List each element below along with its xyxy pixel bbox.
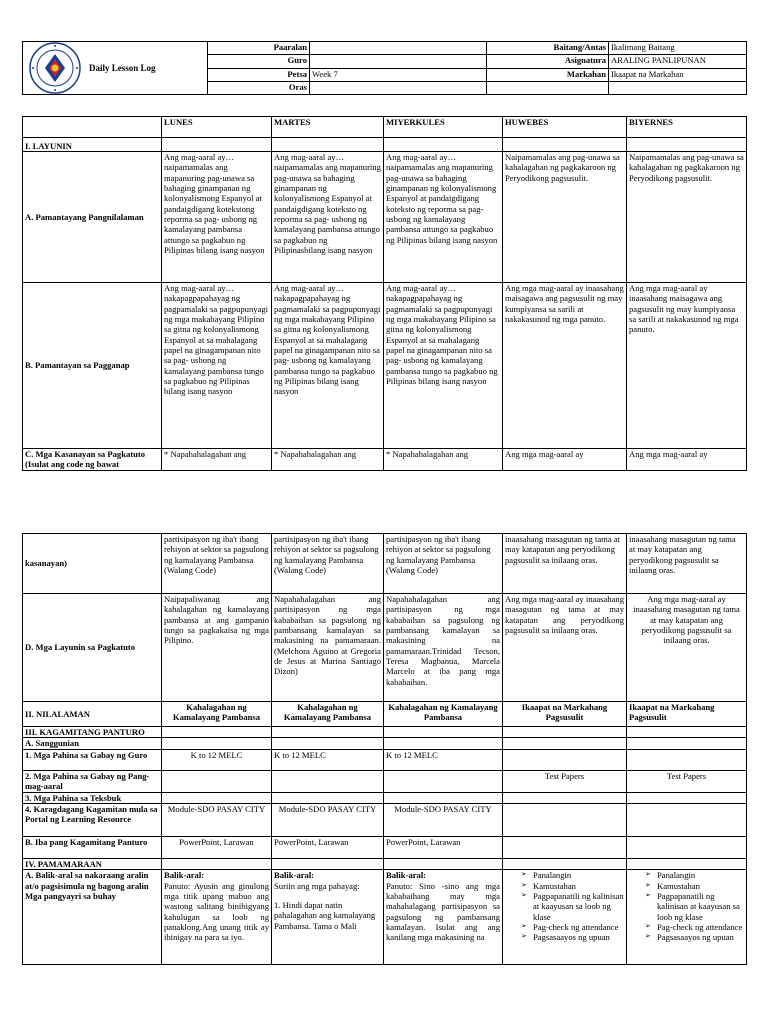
cell-c-huwebes: Ang mga mag-aaral ay bbox=[503, 449, 627, 471]
cell-d-martes: Napahahalagahan ang partisipasyon ng mga kababaihan sa pagsulong ng pambansang kamalayan sa makasining na pamamaraan. (Melchora Aguino at Gregoria de Jesus at Marina Santiago Dizon) bbox=[272, 594, 384, 702]
cell-b-biyernes: Ang mga mag-aaral ay inaasahang maisagawa ang pagsusulit ng may kumpiyansa sa sarili at nakakasunod ng mga panuto. bbox=[627, 283, 747, 449]
cell-balik-martes bbox=[272, 870, 384, 965]
list-item: ➢ Kamustahan bbox=[645, 881, 744, 891]
list-item: ➢ Pagpapanatili ng kalinisan at kaayusan sa loob ng klase bbox=[645, 891, 744, 922]
school-value bbox=[310, 42, 487, 55]
list-item: ➢ Pagpapanatili ng kalinisan at kaayusan sa loob ng klase bbox=[521, 891, 624, 922]
time-label: Oras bbox=[208, 81, 310, 94]
cell-nilalaman-huwebes: Ikaapat na Markahang Pagsusulit bbox=[503, 702, 627, 727]
balik-aral-heading: Balik-aral: bbox=[274, 870, 315, 881]
cell-gabay-guro-martes: K to 12 MELC bbox=[272, 749, 384, 770]
cell-d-lunes: Naipapaliwanag ang kahalagahan ng kamalayang pambansa at ang gampanin tungo sa pagkakaisa ng mga Pilipino. bbox=[162, 594, 272, 702]
date-label: Petsa bbox=[208, 68, 310, 81]
cell-a-biyernes: Naipamamalas ang pag-unawa sa kahalagahan ng pagkakaroon ng Peryodikong pagsusulit. bbox=[627, 152, 747, 283]
header-table bbox=[22, 41, 747, 95]
cell-c2-martes: partisipasyon ng iba't ibang rehiyon at sektor sa pagsulong ng kamalayang Pambansa (Walang Code) bbox=[272, 534, 384, 594]
subject-value: ARALING PANLIPUNAN bbox=[609, 55, 747, 68]
day-header-miyerkules: MIYERKULES bbox=[384, 117, 503, 138]
cell-d-biyernes: Ang mga mag-aaral ay inaasahang masagutan ng tama at may katapatan ang peryodikong pagsusulit sa inilaang oras. bbox=[627, 594, 747, 702]
cell-gabay-mag-aaral-miyerkules bbox=[384, 770, 503, 792]
list-item: ➢ Kamustahan bbox=[521, 881, 624, 891]
logo-cell bbox=[23, 42, 208, 95]
row-label-layunin-sa-pagkatuto: D. Mga Layunin sa Pagkatuto bbox=[23, 594, 162, 702]
cell-b-huwebes: Ang mga mag-aaral ay inaasahang maisagawa ang pagsusulit ng may kumpiyansa sa sarili at nakakasunod ng mga panuto. bbox=[503, 283, 627, 449]
cell-gabay-mag-aaral-lunes bbox=[162, 770, 272, 792]
deped-seal-icon bbox=[29, 42, 81, 94]
subject-label: Asignatura bbox=[487, 55, 609, 68]
date-value: Week 7 bbox=[310, 68, 487, 81]
grade-value: Ikalimang Baitang bbox=[609, 42, 747, 55]
cell-a-miyerkules: Ang mag-aaral ay… naipamamalas ang mapanuring pag-unawa sa bahaging ginampanan ng kolonyalismong Espanyol at pandaigdigang koteksto ng reporma sa pag- usbong ng kamalayang pambansa attungo sa pagkabuo ng Pilipinas bilang isang nasyon bbox=[384, 152, 503, 283]
list-item: ➢ Panalangin bbox=[645, 870, 744, 880]
teacher-value bbox=[310, 55, 487, 68]
cell-b-lunes: Ang mag-aaral ay… nakapagpapahayag ng pagpamalaki sa pagpupunyagi ng mga makabayang Pilipino sa gitna ng kolonyalismong Espanyol at sa mahalagang papel na ginagampanan nito sa pag- usbong ng kamalayang pambansa tungo sa pagkabuo ng Pilipinas bilang isang nasyon bbox=[162, 283, 272, 449]
cell-balik-miyerkules bbox=[384, 870, 503, 965]
quarter-label: Markahan bbox=[487, 68, 609, 81]
list-item: ➢ Panalangin bbox=[521, 870, 624, 880]
section-kagamitang-panturo: III. KAGAMITANG PANTURO bbox=[23, 727, 162, 738]
lesson-table-page-2 bbox=[22, 533, 747, 965]
row-label-sanggunian: A. Sanggunian bbox=[23, 738, 162, 749]
day-header-biyernes: BIYERNES bbox=[627, 117, 747, 138]
list-item: ➢ Pagsasaayos ng upuan bbox=[645, 932, 744, 942]
row-label-gabay-mag-aaral: 2. Mga Pahina sa Gabay ng Pang-mag-aaral bbox=[23, 770, 162, 792]
cell-d-miyerkules: Napahahalagahan ang partisipasyon ng mga kababaihan sa pagsulong ng pambansang kamalayan sa makasining na pamamaraan.Trinidad Tecson, Teresa Magbanua, Marcela Marcelo at iba pang mga kababaihan. bbox=[384, 594, 503, 702]
list-item: ➢ Pagsasaayos ng upuan bbox=[521, 932, 624, 942]
row-label-karagdagang-kagamitan: 4. Karagdagang Kagamitan mula sa Portal ng Learning Resource bbox=[23, 803, 162, 836]
cell-iba-miyerkules: PowerPoint, Larawan bbox=[384, 836, 503, 858]
lesson-table-page-1 bbox=[22, 116, 747, 471]
cell-karagdagang-martes: Module-SDO PASAY CITY bbox=[272, 803, 384, 836]
cell-a-lunes: Ang mag-aaral ay… naipamamalas ang mapanuring pag-unawa sa bahaging ginampanan ng kolonyalismong Espanyol at pandaigdigang kotekstong reporma sa pag- usbong ng kamalayang pambansa attungo sa pagkabuo ng Pilipinas bilang isang nasyon bbox=[162, 152, 272, 283]
section-pamamaraan: IV. PAMAMARAAN bbox=[23, 858, 162, 869]
cell-nilalaman-biyernes: Ikaapat na Markahang Pagsusulit bbox=[627, 702, 747, 727]
row-label-pamantayan-sa-pagganap: B. Pamantayan sa Pagganap bbox=[23, 283, 162, 449]
cell-gabay-guro-lunes: K to 12 MELC bbox=[162, 749, 272, 770]
balik-aral-text: Panuto: Ayusin ang ginulong mga titik upang mabuo ang wastong salitang binibigyang kahulugan sa loob ng panaklong.Ang unang titik ay ibinigay na para sa iyo. bbox=[164, 880, 269, 943]
cell-c-martes: * Napahahalagahan ang bbox=[272, 449, 384, 471]
cell-c2-biyernes: inaasahang masagutan ng tama at may katapatan ang peryodikong pagsusulit sa inilaang oras. bbox=[627, 534, 747, 594]
cell-a-huwebes: Naipamamalas ang pag-unawa sa kahalagahan ng pagkakaroon ng Peryodikong pagsusulit. bbox=[503, 152, 627, 283]
cell-nilalaman-miyerkules: Kahalagahan ng Kamalayang Pambansa bbox=[384, 702, 503, 727]
cell-gabay-guro-biyernes bbox=[627, 749, 747, 770]
cell-iba-lunes: PowerPoint, Larawan bbox=[162, 836, 272, 858]
cell-nilalaman-martes: Kahalagahan ng Kamalayang Pambansa bbox=[272, 702, 384, 727]
cell-c-miyerkules: * Napahahalagahan ang bbox=[384, 449, 503, 471]
day-header-lunes: LUNES bbox=[162, 117, 272, 138]
cell-gabay-mag-aaral-huwebes: Test Papers bbox=[503, 770, 627, 792]
cell-nilalaman-lunes: Kahalagahan ng Kamalayang Pambansa bbox=[162, 702, 272, 727]
row-label-teksbuk: 3. Mga Pahina sa Teksbuk bbox=[23, 792, 162, 803]
row-label-balik-aral: A. Balik-aral sa nakaraang aralin at/o pagsisimula ng bagong aralin Mga pangyayri sa buhay bbox=[23, 870, 162, 965]
cell-iba-huwebes bbox=[503, 836, 627, 858]
cell-a-martes: Ang mag-aaral ay… naipamamalas ang mapanuring pag-unawa sa bahaging ginampanan ng kolonyalismong Espanyol at pandaigdigang koteksto ng reporma sa pag- usbong ng kamalayang pambansa attungo sa pagkabuo ng Pilipinasbilang isang nasyon bbox=[272, 152, 384, 283]
balik-aral-heading: Balik-aral: bbox=[164, 870, 205, 881]
section-layunin: I. LAYUNIN bbox=[23, 138, 162, 152]
day-header-huwebes: HUWEBES bbox=[503, 117, 627, 138]
cell-d-huwebes: Ang mga mag-aaral ay inaasahang masagutan ng tama at may katapatan ang peryodikong pagsusulit sa inilaang oras. bbox=[503, 594, 627, 702]
balik-aral-text: Suriin ang mga pahayag: bbox=[274, 880, 360, 891]
cell-c2-lunes: partisipasyon ng iba't ibang rehiyon at sektor sa pagsulong ng kamalayang Pambansa (Walang Code) bbox=[162, 534, 272, 594]
document-title: Daily Lesson Log bbox=[89, 63, 156, 73]
row-label-kasanayan: C. Mga Kasanayan sa Pagkatuto (Isulat ang code ng bawat bbox=[23, 449, 162, 471]
cell-balik-huwebes bbox=[503, 870, 627, 965]
cell-gabay-mag-aaral-biyernes: Test Papers bbox=[627, 770, 747, 792]
cell-karagdagang-lunes: Module-SDO PASAY CITY bbox=[162, 803, 272, 836]
list-item: ➢ Pag-check ng attendance bbox=[521, 922, 624, 932]
cell-gabay-mag-aaral-martes bbox=[272, 770, 384, 792]
row-label-gabay-guro: 1. Mga Pahina sa Gabay ng Guro bbox=[23, 749, 162, 770]
cell-balik-lunes bbox=[162, 870, 272, 965]
cell-c-biyernes: Ang mga mag-aaral ay bbox=[627, 449, 747, 471]
cell-b-martes: Ang mag-aaral ay… nakapagpapahayag ng pagmamalaki sa pagpupunyagi ng mga makabayang Pilipino sa gitna ng kolonyalismong Espanyol at sa mahalagang papel na ginagampanan nito sa pag- usbong ng kamalayang pambansa tungo sa pagkabuo ng Pilipinas bilang isang nasyon bbox=[272, 283, 384, 449]
row-label-pamantayang-pangnilalaman: A. Pamantayang Pangnilalaman bbox=[23, 152, 162, 283]
time-value bbox=[310, 81, 487, 94]
teacher-label: Guro bbox=[208, 55, 310, 68]
cell-gabay-guro-huwebes bbox=[503, 749, 627, 770]
cell-karagdagang-huwebes bbox=[503, 803, 627, 836]
cell-balik-biyernes bbox=[627, 870, 747, 965]
balik-aral-question: 1. Hindi dapat natin pahalagahan ang kamalayang Pambansa. Tama o Mali bbox=[274, 899, 376, 931]
balik-aral-text: Panuto: Sino -sino ang mga kababaihang may mga mahahalagang partisipasyon sa pagsulong ng pambansang kamalayan. Isulat ang ang kanilang mga makasining na bbox=[386, 880, 500, 943]
cell-c2-miyerkules: partisipasyon ng iba't ibang rehiyon at sektor sa pagsulong ng kamalayang Pambansa (Walang Code) bbox=[384, 534, 503, 594]
cell-karagdagang-miyerkules: Module-SDO PASAY CITY bbox=[384, 803, 503, 836]
row-label-iba-pang-kagamitan: B. Iba pang Kagamitang Panturo bbox=[23, 836, 162, 858]
day-header-martes: MARTES bbox=[272, 117, 384, 138]
school-label: Paaralan bbox=[208, 42, 310, 55]
cell-iba-martes: PowerPoint, Larawan bbox=[272, 836, 384, 858]
grade-label: Baitang/Antas bbox=[487, 42, 609, 55]
routine-list bbox=[629, 870, 744, 942]
cell-b-miyerkules: Ang mag-aaral ay… nakapagpapahayag ng pagmamalaki sa pagpupunyagi ng mga makabayang Pilipino sa gitna ng kolonyalismong Espanyol at sa mahalagang papel na ginagampanan nito sa pag- usbong ng kamalayang pambansa tungo sa pagkabuo ng Pilipinas bilang isang nasyon bbox=[384, 283, 503, 449]
cell-iba-biyernes bbox=[627, 836, 747, 858]
quarter-value: Ikaapat na Markahan bbox=[609, 68, 747, 81]
cell-karagdagang-biyernes bbox=[627, 803, 747, 836]
list-item: ➢ Pag-check ng attendance bbox=[645, 922, 744, 932]
row-label-kasanayan-cont: kasanayan) bbox=[23, 534, 162, 594]
cell-gabay-guro-miyerkules: K to 12 MELC bbox=[384, 749, 503, 770]
balik-aral-heading: Balik-aral: bbox=[386, 870, 427, 881]
cell-c-lunes: * Napahahalagahan ang bbox=[162, 449, 272, 471]
routine-list bbox=[505, 870, 624, 942]
cell-c2-huwebes: inaasahang masagutan ng tama at may katapatan ang peryodikong pagsusulit sa inilaang oras. bbox=[503, 534, 627, 594]
section-nilalaman: II. NILALAMAN bbox=[23, 702, 162, 727]
